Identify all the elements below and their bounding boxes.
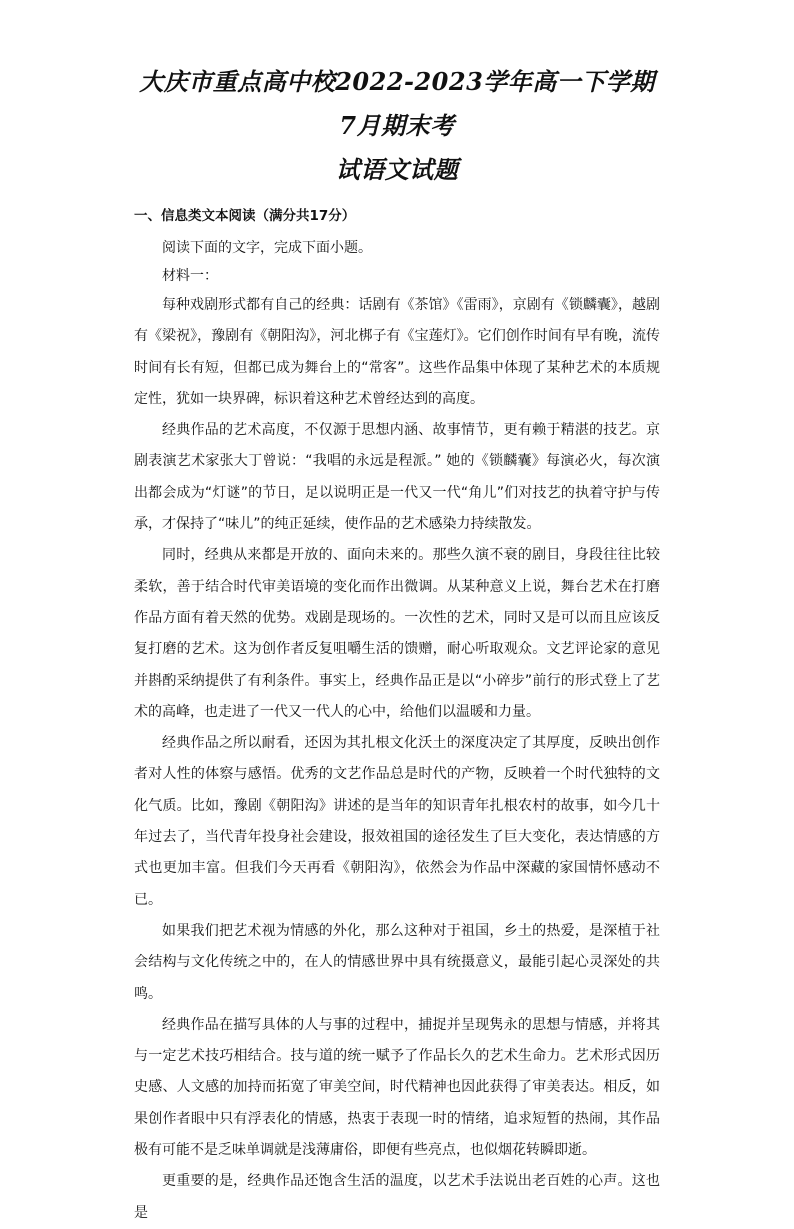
paragraph: 每种戏剧形式都有自己的经典：话剧有《茶馆》《雷雨》，京剧有《锁麟囊》，越剧有《梁祝》，豫剧有《朝阳沟》，河北梆子有《宝莲灯》。它们创作时间有早有晚，流传时间有长有短，但都已成为舞台上的“常客”。这些作品集中体现了某种艺术的本质规定性，犹如一块界碑，标识着这种艺术曾经达到的高度。 [134, 297, 660, 407]
title-line-2: 试语文试题 [335, 155, 459, 184]
paragraph: 经典作品之所以耐看，还因为其扎根文化沃土的深度决定了其厚度，反映出创作者对人性的体察与感悟。优秀的文艺作品总是时代的产物，反映着一个时代独特的文化气质。比如，豫剧《朝阳沟》讲述的是当年的知识青年扎根农村的故事，如今几十年过去了，当代青年投身社会建设，报效祖国的途径发生了巨大变化，表达情感的方式也更加丰富。但我们今天再看《朝阳沟》，依然会为作品中深藏的家国情怀感动不已。 [134, 735, 660, 908]
paragraph: 同时，经典从来都是开放的、面向未来的。那些久演不衰的剧目，身段往往比较柔软，善于结合时代审美语境的变化而作出微调。从某种意义上说，舞台艺术在打磨作品方面有着天然的优势。戏剧是现场的。一次性的艺术，同时又是可以而且应该反复打磨的艺术。这为创作者反复咀嚼生活的馈赠，耐心听取观众。文艺评论家的意见并斟酌采纳提供了有利条件。事实上，经典作品正是以“小碎步”前行的形式登上了艺术的高峰，也走进了一代又一代人的心中，给他们以温暖和力量。 [134, 547, 660, 720]
section-heading: 一、信息类文本阅读（满分共17分） [134, 208, 356, 224]
instruction-text: 阅读下面的文字，完成下面小题。 [162, 240, 372, 256]
paragraph: 经典作品的艺术高度，不仅源于思想内涵、故事情节，更有赖于精湛的技艺。京剧表演艺术家张大丁曾说：“我唱的永远是程派。” 她的《锁麟囊》每演必火，每次演出都会成为“灯谜”的节日，足以说明正是一代又一代“角儿”们对技艺的执着守护与传承，才保持了“味儿”的纯正延续，使作品的艺术感染力持续散发。 [134, 422, 660, 533]
paragraph: 经典作品在描写具体的人与事的过程中，捕捉并呈现隽永的思想与情感，并将其与一定艺术技巧相结合。技与道的统一赋予了作品长久的艺术生命力。艺术形式因历史感、人文感的加持而拓宽了审美空间，时代精神也因此获得了审美表达。相反，如果创作者眼中只有浮表化的情感，热衷于表现一时的情绪，追求短暂的热闹，其作品极有可能不是乏味单调就是浅薄庸俗，即便有些亮点，也似烟花转瞬即逝。 [134, 1016, 660, 1159]
title-line-1: 大庆市重点高中校2022-2023学年高一下学期7月期末考 [139, 67, 655, 140]
document-title [134, 60, 660, 192]
paragraph: 更重要的是，经典作品还饱含生活的温度，以艺术手法说出老百姓的心声。这也是 [134, 1173, 660, 1221]
paragraph: 如果我们把艺术视为情感的外化，那么这种对于祖国，乡土的热爱，是深植于社会结构与文化传统之中的，在人的情感世界中具有统摄意义，最能引起心灵深处的共鸣。 [134, 922, 660, 1002]
material-label: 材料一： [162, 268, 218, 284]
